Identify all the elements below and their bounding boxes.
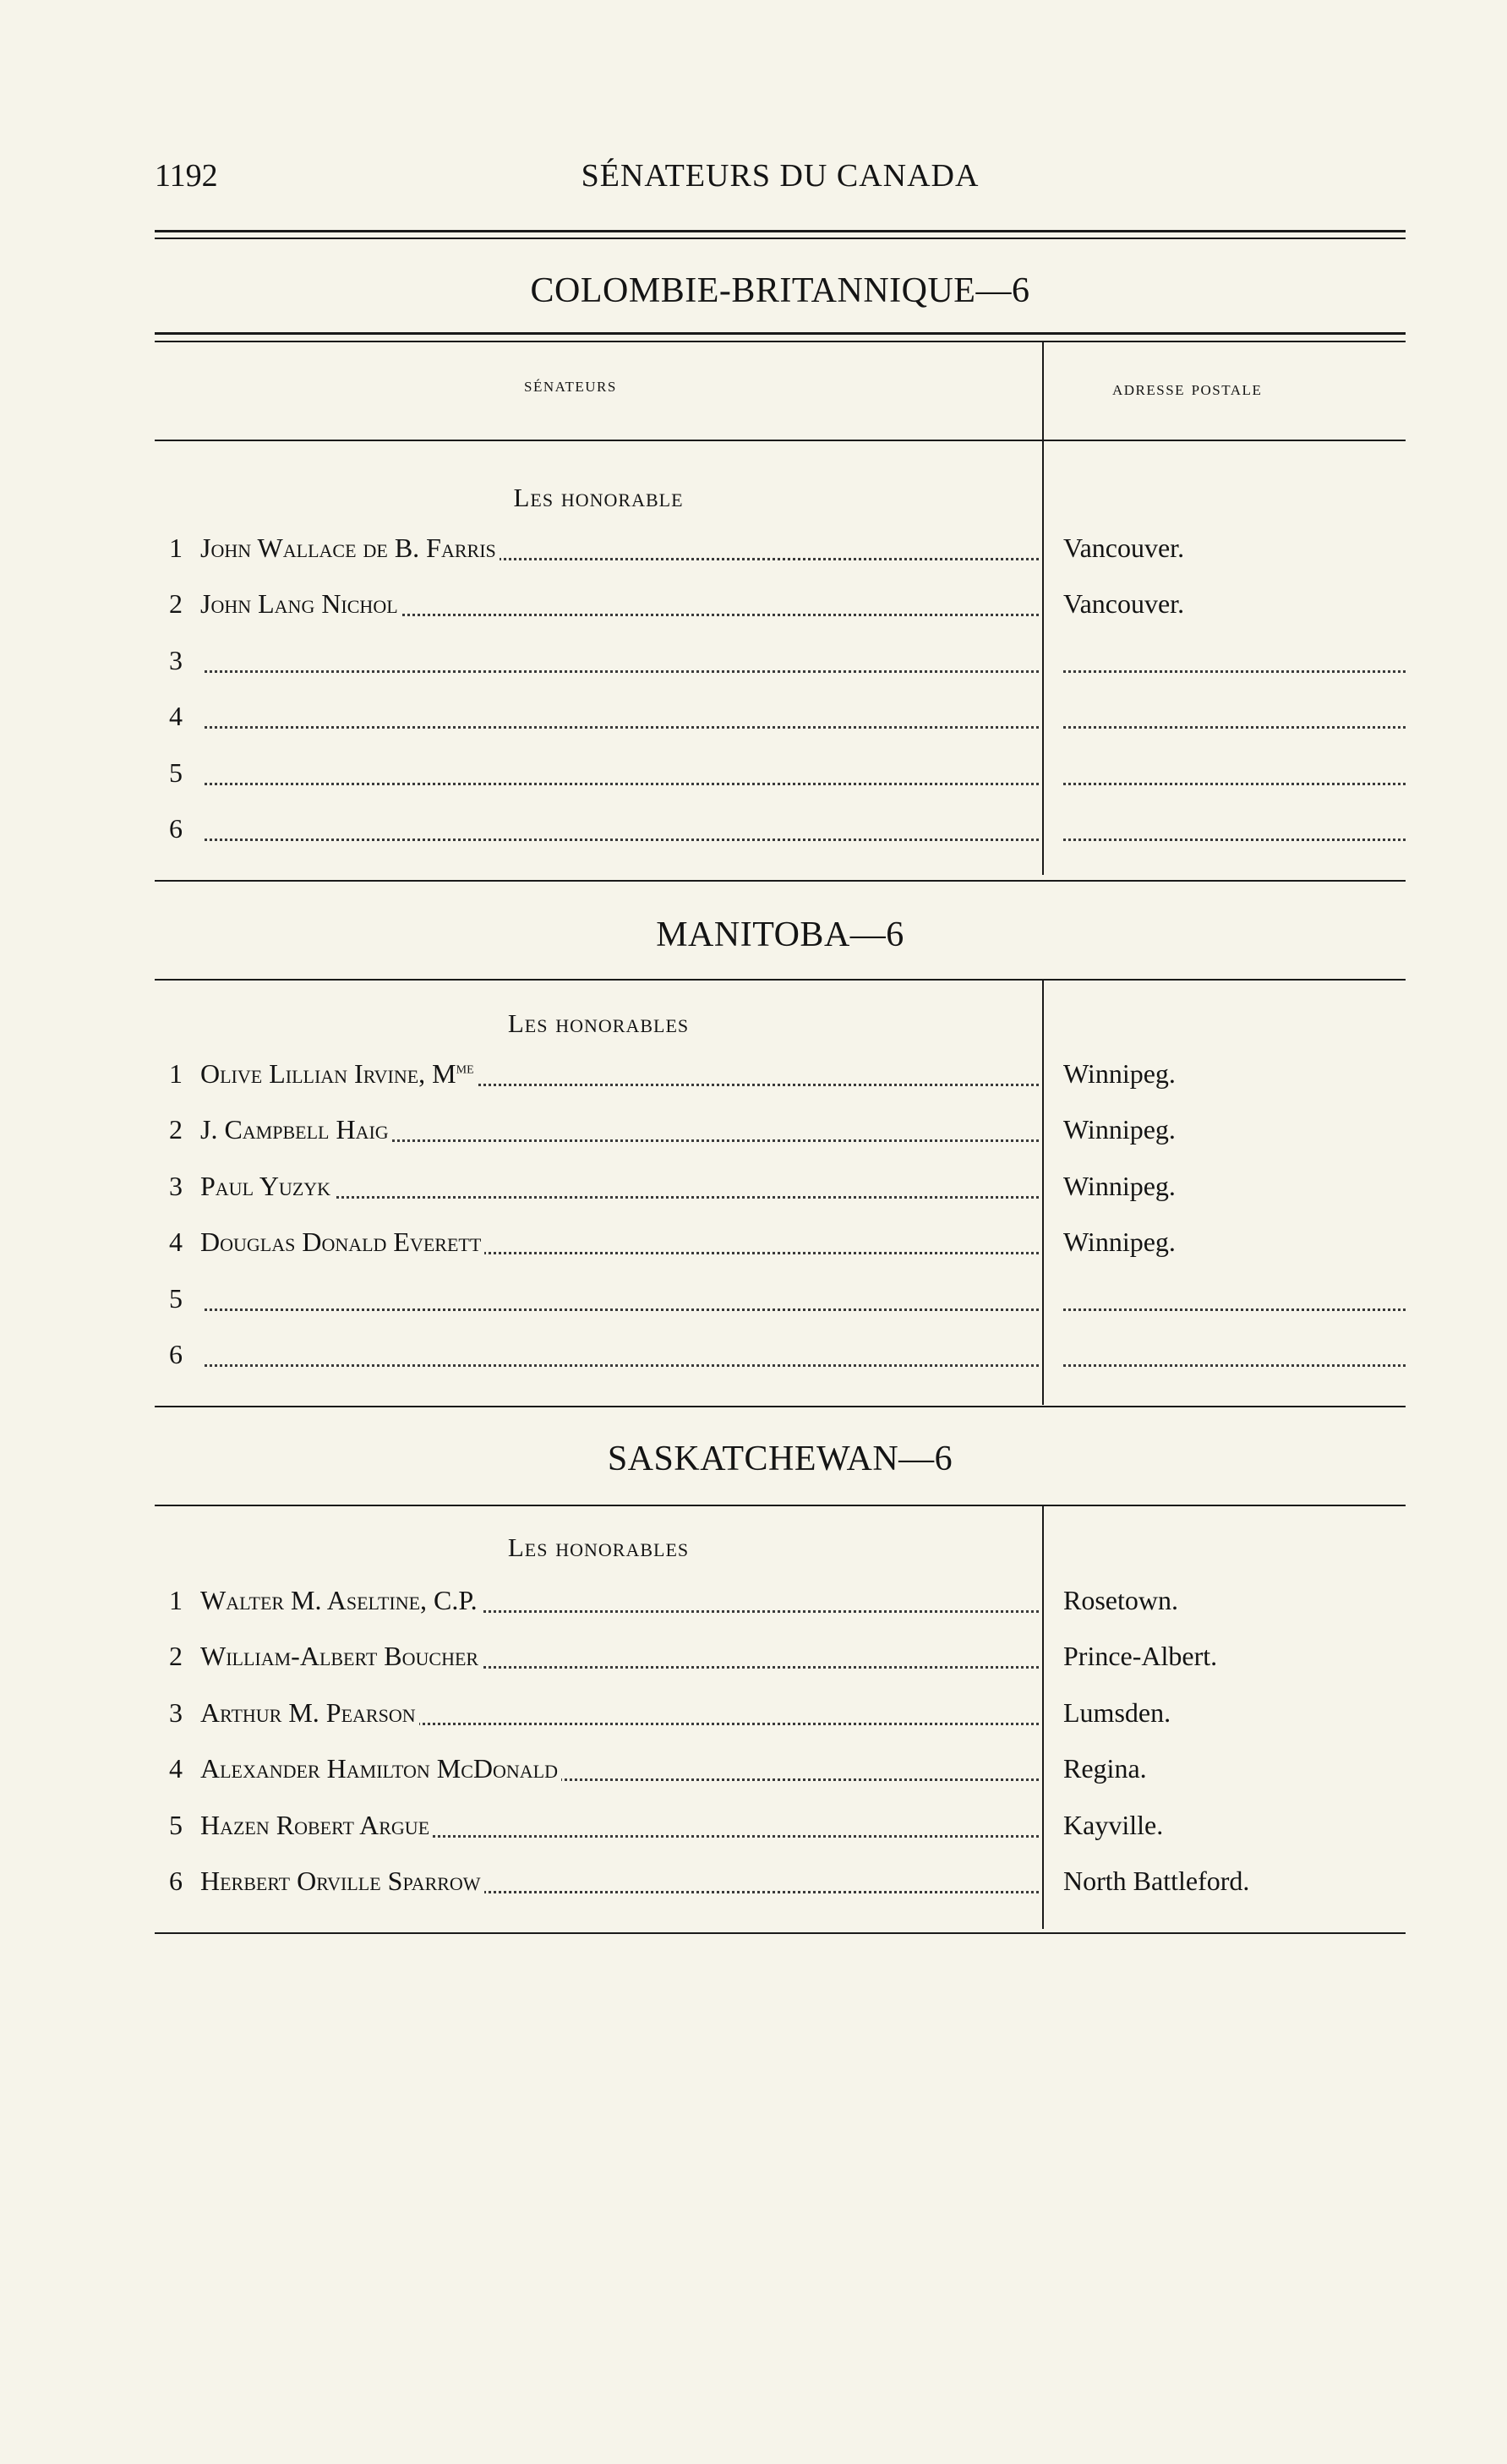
honorables-label: Les honorables bbox=[507, 1532, 690, 1562]
table-row bbox=[155, 645, 1406, 682]
senator-name bbox=[200, 1753, 561, 1784]
senator-name-cell bbox=[200, 588, 1039, 626]
table-row bbox=[155, 757, 1406, 795]
table-row bbox=[155, 1058, 1406, 1095]
senator-name bbox=[200, 1585, 481, 1615]
senator-name-text: Alexander Hamilton McDonald bbox=[200, 1753, 558, 1784]
postal-address: Prince-Albert. bbox=[1063, 1641, 1218, 1672]
dot-leader bbox=[1063, 771, 1406, 785]
table-row bbox=[155, 533, 1406, 570]
senator-name bbox=[200, 757, 204, 788]
senator-name-text: Douglas Donald Everett bbox=[200, 1227, 482, 1258]
row-number: 6 bbox=[169, 1866, 183, 1896]
column-header-rule bbox=[155, 440, 1406, 441]
table-row bbox=[155, 1227, 1406, 1264]
postal-address-cell bbox=[1063, 1283, 1406, 1320]
page-number: 1192 bbox=[155, 158, 218, 194]
row-number: 5 bbox=[169, 757, 183, 788]
senator-name-text: Paul Yuzyk bbox=[200, 1170, 331, 1201]
senator-name bbox=[200, 701, 204, 731]
postal-address: Rosetown. bbox=[1063, 1585, 1178, 1615]
senator-name bbox=[200, 813, 204, 844]
senator-name-text: Walter M. Aseltine, C.P. bbox=[200, 1585, 478, 1615]
senator-name-cell bbox=[200, 1753, 1039, 1790]
senator-name bbox=[200, 1171, 334, 1201]
senator-name bbox=[200, 533, 500, 563]
postal-address: Kayville. bbox=[1063, 1809, 1164, 1840]
postal-address-cell bbox=[1063, 588, 1406, 626]
section-rule bbox=[155, 979, 1406, 981]
table-row bbox=[155, 1114, 1406, 1151]
senator-name-text: Olive Lillian Irvine, M bbox=[200, 1058, 456, 1089]
dot-leader bbox=[1063, 1297, 1406, 1311]
senator-name-cell bbox=[200, 1283, 1039, 1320]
section-title-colombie-britannique: COLOMBIE-BRITANNIQUE—6 bbox=[530, 271, 1030, 310]
table-row bbox=[155, 1697, 1406, 1735]
postal-address-cell bbox=[1063, 1810, 1406, 1847]
senator-name-text: William-Albert Boucher bbox=[200, 1641, 479, 1672]
postal-address: Vancouver. bbox=[1063, 588, 1185, 620]
senator-name-text: Herbert Orville Sparrow bbox=[200, 1866, 481, 1896]
postal-address-cell bbox=[1063, 645, 1406, 682]
row-number: 4 bbox=[169, 1227, 183, 1258]
column-header-senators: sénateurs bbox=[524, 374, 617, 396]
section-end-rule bbox=[155, 1406, 1406, 1407]
table-row bbox=[155, 1171, 1406, 1208]
senator-name-cell bbox=[200, 1810, 1039, 1847]
senator-name bbox=[200, 1114, 392, 1145]
table-row bbox=[155, 1283, 1406, 1320]
table-row bbox=[155, 1339, 1406, 1376]
senator-name bbox=[200, 645, 204, 675]
row-number: 5 bbox=[169, 1809, 183, 1840]
postal-address-cell bbox=[1063, 533, 1406, 570]
dot-leader bbox=[200, 714, 1039, 729]
senator-name bbox=[200, 1339, 204, 1369]
senator-name-text: Arthur M. Pearson bbox=[200, 1696, 416, 1728]
table-row bbox=[155, 1641, 1406, 1678]
row-number: 2 bbox=[169, 1641, 183, 1672]
row-number: 3 bbox=[169, 1170, 183, 1201]
row-number: 2 bbox=[169, 588, 183, 620]
dot-leader bbox=[200, 771, 1039, 785]
section-end-rule bbox=[155, 880, 1406, 882]
senator-name-cell bbox=[200, 1058, 1039, 1095]
postal-address: Winnipeg. bbox=[1063, 1114, 1176, 1145]
senator-name-cell bbox=[200, 533, 1039, 570]
senator-name-text: Hazen Robert Argue bbox=[200, 1809, 430, 1840]
senator-name-cell bbox=[200, 1114, 1039, 1151]
row-number: 6 bbox=[169, 813, 183, 844]
column-header-address: adresse postale bbox=[1112, 378, 1263, 400]
row-number: 4 bbox=[169, 1753, 183, 1784]
senator-name-cell bbox=[200, 701, 1039, 738]
row-number: 2 bbox=[169, 1114, 183, 1145]
row-number: 4 bbox=[169, 701, 183, 732]
section-title-manitoba: MANITOBA—6 bbox=[656, 915, 904, 954]
row-number: 5 bbox=[169, 1282, 183, 1314]
senator-name-cell bbox=[200, 645, 1039, 682]
senator-name-cell bbox=[200, 1227, 1039, 1264]
postal-address-cell bbox=[1063, 701, 1406, 738]
postal-address-cell bbox=[1063, 1697, 1406, 1735]
table-row bbox=[155, 701, 1406, 738]
postal-address-cell bbox=[1063, 813, 1406, 850]
senator-name bbox=[200, 588, 401, 619]
header-rule-top bbox=[155, 230, 1406, 232]
dot-leader bbox=[1063, 1352, 1406, 1367]
running-header bbox=[155, 157, 1406, 199]
table-row bbox=[155, 1866, 1406, 1903]
table-row bbox=[155, 1585, 1406, 1622]
postal-address-cell bbox=[1063, 1339, 1406, 1376]
senator-name-cell bbox=[200, 1866, 1039, 1903]
senator-name-text: J. Campbell Haig bbox=[200, 1114, 389, 1145]
table-row bbox=[155, 813, 1406, 850]
postal-address: Winnipeg. bbox=[1063, 1058, 1176, 1089]
row-number: 6 bbox=[169, 1339, 183, 1369]
honorables-label: Les honorables bbox=[507, 1008, 690, 1038]
section-title-saskatchewan: SASKATCHEWAN—6 bbox=[607, 1440, 953, 1478]
postal-address: North Battleford. bbox=[1063, 1866, 1250, 1896]
postal-address-cell bbox=[1063, 1866, 1406, 1903]
senator-name bbox=[200, 1227, 484, 1257]
senator-name-text: John Lang Nichol bbox=[200, 588, 398, 620]
senator-name bbox=[200, 1641, 482, 1671]
postal-address-cell bbox=[1063, 1114, 1406, 1151]
dot-leader bbox=[1063, 714, 1406, 729]
postal-address: Lumsden. bbox=[1063, 1696, 1171, 1728]
postal-address-cell bbox=[1063, 1753, 1406, 1790]
senator-name-cell bbox=[200, 1641, 1039, 1678]
senator-name bbox=[200, 1866, 484, 1896]
senator-name-cell bbox=[200, 1585, 1039, 1622]
row-number: 1 bbox=[169, 1585, 183, 1615]
dot-leader bbox=[1063, 827, 1406, 841]
name-superscript: me bbox=[456, 1058, 474, 1078]
senator-name-cell bbox=[200, 813, 1039, 850]
senator-name bbox=[200, 1283, 204, 1314]
postal-address: Regina. bbox=[1063, 1753, 1147, 1784]
dot-leader bbox=[200, 1352, 1039, 1367]
senator-name-text: John Wallace de B. Farris bbox=[200, 533, 496, 563]
header-rule-bottom bbox=[155, 238, 1406, 239]
senator-name bbox=[200, 1810, 433, 1840]
senator-name-cell bbox=[200, 1339, 1039, 1376]
dot-leader bbox=[200, 658, 1039, 673]
senator-name-cell bbox=[200, 757, 1039, 795]
senator-name-cell bbox=[200, 1171, 1039, 1208]
postal-address: Vancouver. bbox=[1063, 533, 1185, 563]
postal-address-cell bbox=[1063, 1585, 1406, 1622]
postal-address-cell bbox=[1063, 1171, 1406, 1208]
section-rule bbox=[155, 332, 1406, 335]
senator-name bbox=[200, 1058, 478, 1089]
table-row bbox=[155, 588, 1406, 626]
row-number: 1 bbox=[169, 1058, 183, 1089]
postal-address-cell bbox=[1063, 1058, 1406, 1095]
table-row bbox=[155, 1753, 1406, 1790]
section-end-rule bbox=[155, 1932, 1406, 1934]
postal-address-cell bbox=[1063, 1641, 1406, 1678]
section-rule bbox=[155, 341, 1406, 342]
postal-address-cell bbox=[1063, 1227, 1406, 1264]
postal-address: Winnipeg. bbox=[1063, 1227, 1176, 1258]
running-title: SÉNATEURS DU CANADA bbox=[581, 158, 980, 194]
section-rule bbox=[155, 1505, 1406, 1506]
senator-name bbox=[200, 1697, 419, 1728]
row-number: 3 bbox=[169, 1696, 183, 1728]
postal-address-cell bbox=[1063, 757, 1406, 795]
postal-address: Winnipeg. bbox=[1063, 1170, 1176, 1201]
dot-leader bbox=[200, 827, 1039, 841]
dot-leader bbox=[1063, 658, 1406, 673]
honorables-label: Les honorable bbox=[513, 483, 684, 512]
senator-name-cell bbox=[200, 1697, 1039, 1735]
dot-leader bbox=[200, 1297, 1039, 1311]
row-number: 1 bbox=[169, 533, 183, 563]
table-row bbox=[155, 1810, 1406, 1847]
row-number: 3 bbox=[169, 644, 183, 675]
